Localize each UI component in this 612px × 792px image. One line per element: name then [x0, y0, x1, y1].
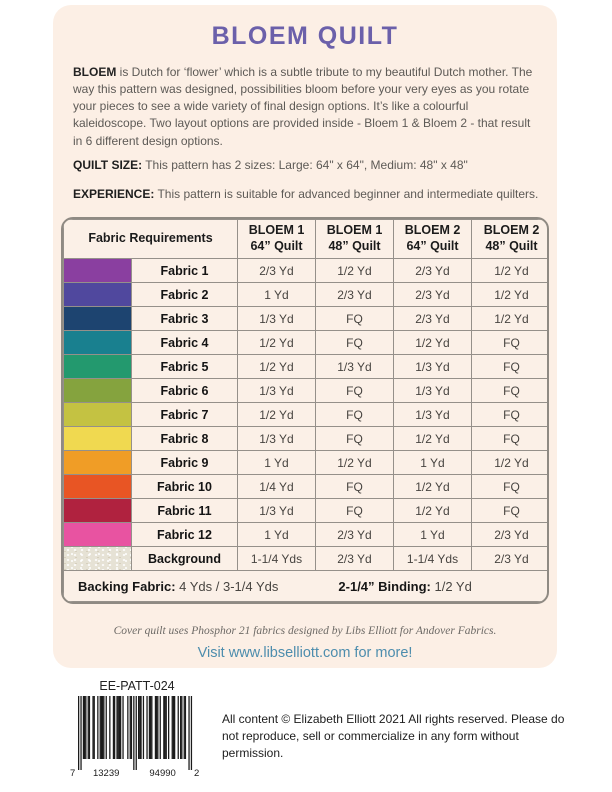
yardage-cell: FQ: [316, 403, 394, 427]
fabric-swatch: [64, 283, 132, 307]
quilt-size-line: [73, 158, 539, 172]
table-header-row: [64, 220, 550, 259]
fabric-name: Background: [132, 547, 238, 571]
table-row: [64, 475, 550, 499]
table-row: [64, 403, 550, 427]
yardage-cell: FQ: [472, 403, 550, 427]
yardage-cell: 1 Yd: [394, 523, 472, 547]
backing-fabric-text: Backing Fabric: 4 Yds / 3-1/4 Yds: [78, 578, 279, 594]
yardage-cell: FQ: [316, 499, 394, 523]
yardage-cell: FQ: [472, 499, 550, 523]
binding-text: 2-1/4” Binding: 1/2 Yd: [338, 578, 472, 594]
fabric-name: Fabric 2: [132, 283, 238, 307]
fabric-swatch: [64, 379, 132, 403]
fabric-table-body: [64, 259, 550, 571]
yardage-cell: 1/2 Yd: [472, 451, 550, 475]
yardage-cell: 1/2 Yd: [472, 283, 550, 307]
fabric-name: Fabric 8: [132, 427, 238, 451]
yardage-cell: FQ: [316, 307, 394, 331]
yardage-cell: 1/2 Yd: [394, 331, 472, 355]
fabric-requirements-table: [61, 217, 549, 604]
yardage-cell: FQ: [316, 379, 394, 403]
quilt-size-text: This pattern has 2 sizes: Large: 64" x 64", Medium: 48" x 48": [142, 158, 468, 172]
yardage-cell: 1/2 Yd: [394, 427, 472, 451]
yardage-cell: 1/2 Yd: [316, 259, 394, 283]
copyright-text: All content © Elizabeth Elliott 2021 All rights reserved. Please do not reproduce, sell or commercialize in any form without permission.: [222, 712, 565, 761]
yardage-cell: 1/2 Yd: [316, 451, 394, 475]
fabric-swatch: [64, 499, 132, 523]
credit-line: Cover quilt uses Phosphor 21 fabrics designed by Libs Elliott for Andover Fabrics.: [113, 625, 497, 637]
yardage-cell: 2/3 Yd: [394, 283, 472, 307]
quilt-size-label: QUILT SIZE:: [73, 158, 143, 172]
yardage-cell: 1 Yd: [238, 451, 316, 475]
yardage-cell: 2/3 Yd: [472, 523, 550, 547]
table-row: [64, 451, 550, 475]
experience-text: This pattern is suitable for advanced beginner and intermediate quilters.: [154, 187, 539, 201]
yardage-cell: FQ: [472, 379, 550, 403]
fabric-swatch: [64, 403, 132, 427]
fabric-name: Fabric 7: [132, 403, 238, 427]
yardage-cell: 1/2 Yd: [238, 403, 316, 427]
yardage-cell: 2/3 Yd: [394, 259, 472, 283]
yardage-cell: 1-1/4 Yds: [238, 547, 316, 571]
column-header-bloem1-48: BLOEM 1 48” Quilt: [316, 220, 394, 259]
fabric-swatch: [64, 331, 132, 355]
experience-label: EXPERIENCE:: [73, 187, 155, 201]
fabric-swatch: [64, 307, 132, 331]
fabric-name: Fabric 4: [132, 331, 238, 355]
table-row: [64, 259, 550, 283]
svg-text:7: 7: [70, 768, 76, 779]
fabric-swatch: [64, 475, 132, 499]
yardage-cell: 1/3 Yd: [316, 355, 394, 379]
column-header-bloem1-64: BLOEM 1 64” Quilt: [238, 220, 316, 259]
yardage-cell: FQ: [472, 427, 550, 451]
yardage-cell: FQ: [316, 475, 394, 499]
yardage-cell: 1/2 Yd: [238, 355, 316, 379]
fabric-name: Fabric 9: [132, 451, 238, 475]
experience-line: [73, 187, 539, 201]
yardage-cell: 1/2 Yd: [394, 499, 472, 523]
sku-label: EE-PATT-024: [99, 679, 175, 693]
yardage-cell: 2/3 Yd: [238, 259, 316, 283]
yardage-cell: 2/3 Yd: [316, 283, 394, 307]
yardage-cell: 1/3 Yd: [238, 427, 316, 451]
fabric-swatch: [64, 523, 132, 547]
yardage-cell: 1/2 Yd: [394, 475, 472, 499]
yardage-cell: FQ: [472, 331, 550, 355]
svg-text:94990: 94990: [149, 768, 176, 779]
fabric-name: Fabric 10: [132, 475, 238, 499]
fabric-name: Fabric 12: [132, 523, 238, 547]
fabric-name: Fabric 6: [132, 379, 238, 403]
column-header-fabric-requirements: Fabric Requirements: [64, 220, 238, 259]
yardage-cell: 1/3 Yd: [238, 499, 316, 523]
yardage-cell: FQ: [472, 355, 550, 379]
fabric-name: Fabric 5: [132, 355, 238, 379]
column-header-bloem2-64: BLOEM 2 64” Quilt: [394, 220, 472, 259]
svg-text:2: 2: [194, 768, 200, 779]
yardage-cell: 1/3 Yd: [238, 379, 316, 403]
yardage-cell: 1-1/4 Yds: [394, 547, 472, 571]
fabric-swatch: [64, 355, 132, 379]
yardage-cell: 2/3 Yd: [472, 547, 550, 571]
yardage-cell: 1/3 Yd: [394, 355, 472, 379]
table-row: [64, 307, 550, 331]
yardage-cell: 1 Yd: [238, 523, 316, 547]
yardage-cell: 1/3 Yd: [394, 403, 472, 427]
yardage-cell: 2/3 Yd: [316, 547, 394, 571]
yardage-cell: 1/3 Yd: [238, 307, 316, 331]
upc-barcode: [70, 696, 202, 785]
page-title: BLOEM QUILT: [211, 22, 399, 50]
fabric-name: Fabric 3: [132, 307, 238, 331]
yardage-cell: 1 Yd: [238, 283, 316, 307]
fabric-swatch: [64, 259, 132, 283]
fabric-swatch: [64, 427, 132, 451]
yardage-cell: 1/2 Yd: [472, 307, 550, 331]
yardage-cell: 2/3 Yd: [394, 307, 472, 331]
yardage-cell: FQ: [316, 427, 394, 451]
table-row: [64, 499, 550, 523]
yardage-cell: 1/2 Yd: [472, 259, 550, 283]
table-row: [64, 379, 550, 403]
table-row: [64, 331, 550, 355]
yardage-cell: FQ: [472, 475, 550, 499]
yardage-cell: 1/4 Yd: [238, 475, 316, 499]
yardage-cell: FQ: [316, 331, 394, 355]
table-row: [64, 523, 550, 547]
intro-text: is Dutch for ‘flower’ which is a subtle tribute to my beautiful Dutch mother. The way this pattern was designed, possibilities bloom before your very eyes as you rotate your pieces to see a wide variety of final design options. It’s like a colourful kaleidoscope. Two layout options are provided inside - Bloem 1 & Bloem 2 - that result in 6 different design options.: [73, 65, 533, 148]
table-row: [64, 547, 550, 571]
svg-text:13239: 13239: [92, 768, 120, 779]
intro-lead: BLOEM: [73, 65, 117, 79]
fabric-swatch: [64, 451, 132, 475]
website-link[interactable]: Visit www.libselliott.com for more!: [197, 645, 413, 661]
fabric-swatch: [64, 547, 132, 571]
table-row: [64, 427, 550, 451]
intro-paragraph: [73, 64, 539, 150]
backing-fabric-row: [64, 571, 550, 602]
yardage-cell: 1/2 Yd: [238, 331, 316, 355]
table-row: [64, 283, 550, 307]
yardage-cell: 1 Yd: [394, 451, 472, 475]
fabric-name: Fabric 1: [132, 259, 238, 283]
column-header-bloem2-48: BLOEM 2 48” Quilt: [472, 220, 550, 259]
pattern-back-panel: [53, 5, 557, 668]
yardage-cell: 2/3 Yd: [316, 523, 394, 547]
fabric-name: Fabric 11: [132, 499, 238, 523]
table-row: [64, 355, 550, 379]
yardage-cell: 1/3 Yd: [394, 379, 472, 403]
